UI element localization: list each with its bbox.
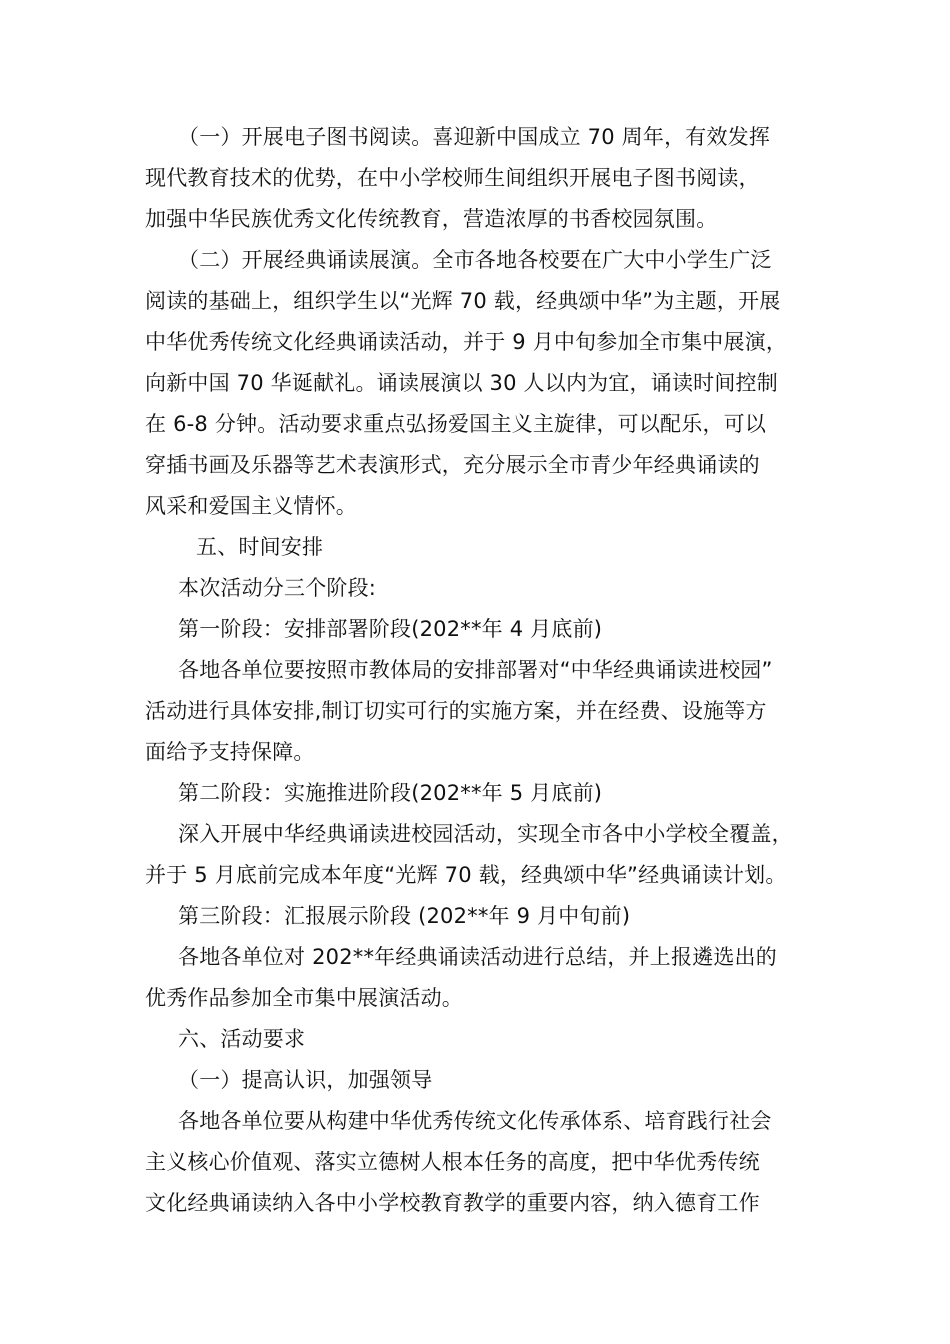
text-line-16: 面给予支持保障。 xyxy=(145,740,315,764)
text-line-8: 在 6-8 分钟。活动要求重点弘扬爱国主义主旋律，可以配乐，可以 xyxy=(145,412,767,436)
text-line-21: 各地各单位对 202**年经典诵读活动进行总结，并上报遴选出的 xyxy=(178,945,777,969)
text-line-19: 并于 5 月底前完成本年度“光辉 70 载，经典颂中华”经典诵读计划。 xyxy=(145,863,787,887)
text-line-27: 文化经典诵读纳入各中小学校教育教学的重要内容，纳入德育工作 xyxy=(145,1191,760,1215)
section-heading-requirements: 六、活动要求 xyxy=(178,1027,306,1051)
text-line-3: 加强中华民族优秀文化传统教育，营造浓厚的书香校园氛围。 xyxy=(145,207,718,231)
text-line-25: 各地各单位要从构建中华优秀传统文化传承体系、培育践行社会 xyxy=(178,1109,772,1133)
text-line-15: 活动进行具体安排,制订切实可行的实施方案，并在经费、设施等方 xyxy=(145,699,767,723)
text-line-7: 向新中国 70 华诞献礼。诵读展演以 30 人以内为宜，诵读时间控制 xyxy=(145,371,778,395)
text-line-24: （一）提高认识，加强领导 xyxy=(178,1068,433,1092)
text-line-6: 中华优秀传统文化经典诵读活动，并于 9 月中旬参加全市集中展演， xyxy=(145,330,788,354)
text-line-2: 现代教育技术的优势，在中小学校师生间组织开展电子图书阅读， xyxy=(145,166,760,190)
section-heading-schedule: 五、时间安排 xyxy=(196,535,324,559)
text-line-13: 第一阶段：安排部署阶段(202**年 4 月底前) xyxy=(178,617,603,641)
text-line-17: 第二阶段：实施推进阶段(202**年 5 月底前) xyxy=(178,781,603,805)
text-line-9: 穿插书画及乐器等艺术表演形式，充分展示全市青少年经典诵读的 xyxy=(145,453,760,477)
text-line-22: 优秀作品参加全市集中展演活动。 xyxy=(145,986,463,1010)
text-line-18: 深入开展中华经典诵读进校园活动，实现全市各中小学校全覆盖， xyxy=(178,822,793,846)
text-line-12: 本次活动分三个阶段: xyxy=(178,576,377,600)
text-line-20: 第三阶段：汇报展示阶段 (202**年 9 月中旬前) xyxy=(178,904,631,928)
text-line-14: 各地各单位要按照市教体局的安排部署对“中华经典诵读进校园” xyxy=(178,658,773,682)
text-line-10: 风采和爱国主义情怀。 xyxy=(145,494,357,518)
text-line-1: （一）开展电子图书阅读。喜迎新中国成立 70 周年，有效发挥 xyxy=(178,125,771,149)
text-line-26: 主义核心价值观、落实立德树人根本任务的高度，把中华优秀传统 xyxy=(145,1150,760,1174)
text-line-4: （二）开展经典诵读展演。全市各地各校要在广大中小学生广泛 xyxy=(178,248,772,272)
text-line-5: 阅读的基础上，组织学生以“光辉 70 载，经典颂中华”为主题，开展 xyxy=(145,289,781,313)
